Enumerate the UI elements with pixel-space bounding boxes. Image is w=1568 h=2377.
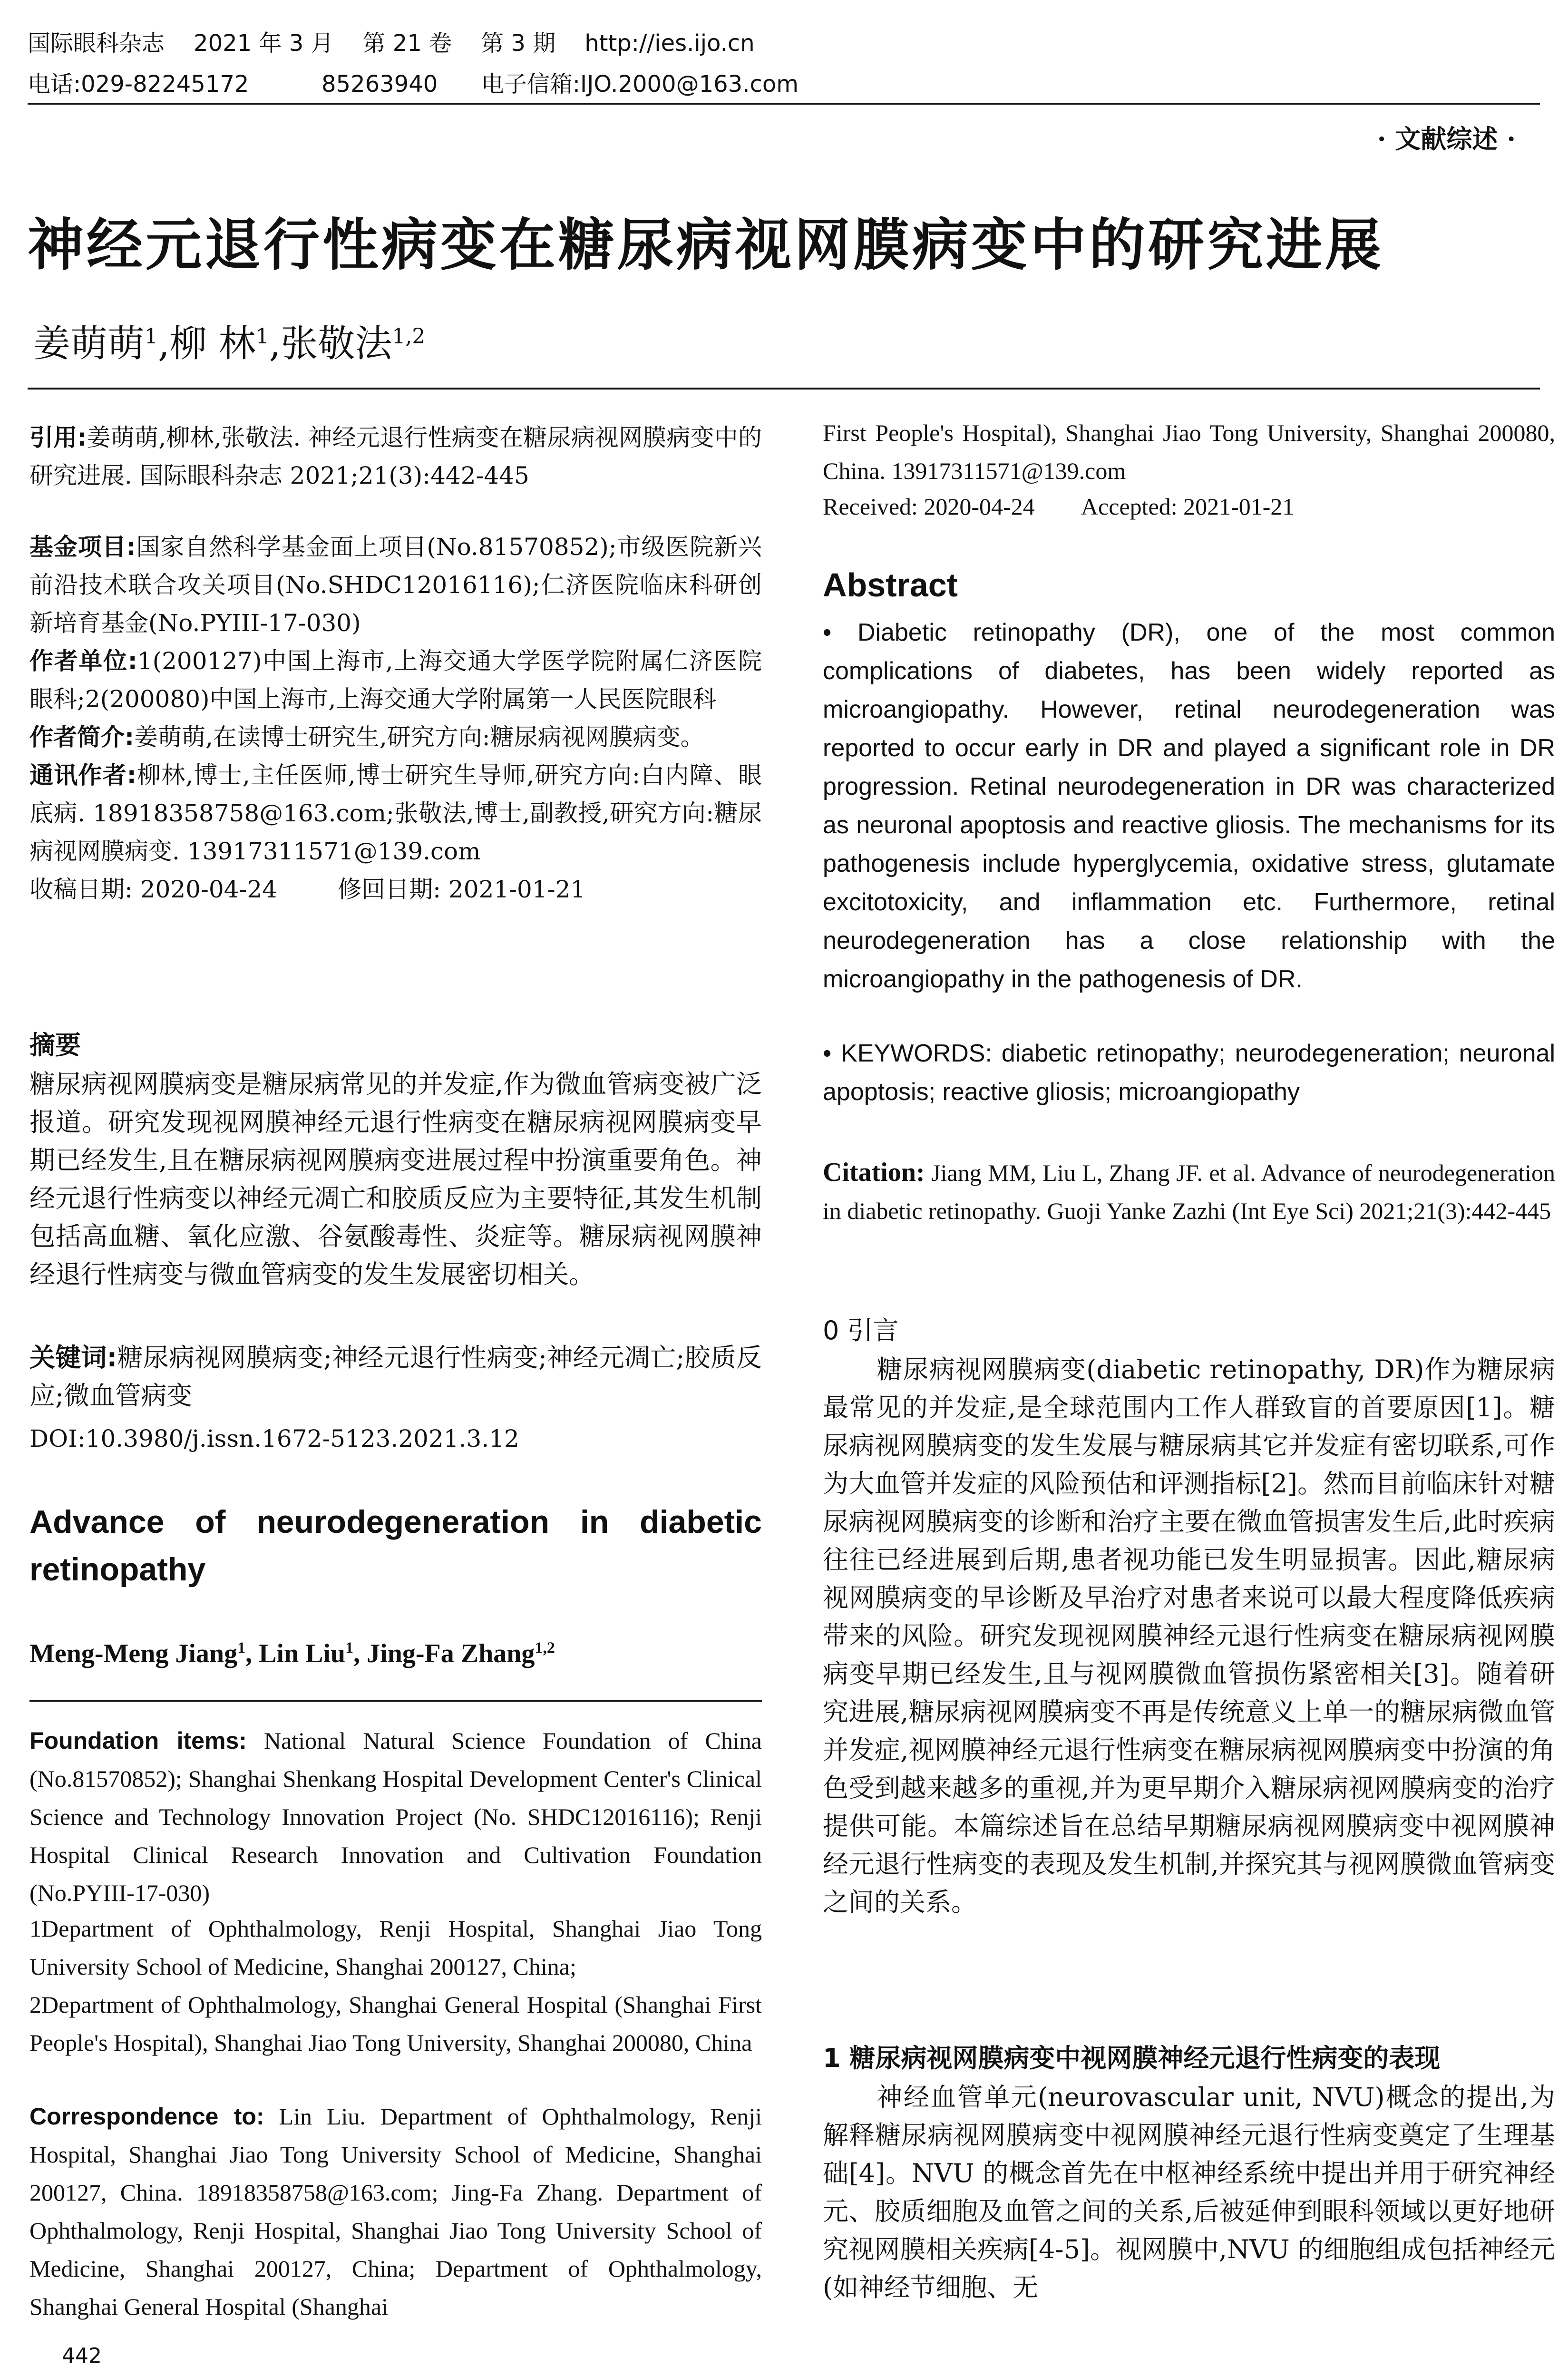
unit-entry bbox=[29, 642, 762, 718]
author-name: , Jing-Fa Zhang bbox=[353, 1639, 535, 1668]
corresponding-author-text: 柳林,博士,主任医师,博士研究生导师,研究方向:白内障、眼底病. 18918358758@163.com;张敬法,博士,副教授,研究方向:糖尿病视网膜病变. 13917311571@139.com bbox=[29, 761, 762, 865]
bio-entry bbox=[29, 718, 762, 756]
foundation-text: National Natural Science Foundation of China (No.81570852); Shanghai Shenkang Hospital Development Center's Clinical Science and Technology Innovation Project (No. SHDC12016116); Renji Hospital Clinical Research Innovation and Cultivation Foundation (No.PYIII-17-030) bbox=[29, 1727, 762, 1906]
citation-chinese bbox=[29, 419, 762, 495]
author-name: ,张敬法 bbox=[269, 322, 392, 365]
author-list bbox=[33, 314, 425, 367]
affiliation-1: 1Department of Ophthalmology, Renji Hospital, Shanghai Jiao Tong University School of Medicine, Shanghai 200127, China; bbox=[29, 1915, 762, 1980]
author-name: Meng-Meng Jiang bbox=[29, 1639, 238, 1668]
journal-header-line-1: 国际眼科杂志 2021 年 3 月 第 21 卷 第 3 期 http://ies.ijo.cn bbox=[28, 30, 755, 57]
funding-label: 基金项目: bbox=[29, 533, 136, 561]
author-name: , Lin Liu bbox=[245, 1639, 346, 1668]
unit-text: 1(200127)中国上海市,上海交通大学医学院附属仁济医院眼科;2(200080)中国上海市,上海交通大学附属第一人民医院眼科 bbox=[29, 647, 762, 713]
citation-english bbox=[823, 1153, 1555, 1230]
section-0-body: 糖尿病视网膜病变(diabetic retinopathy, DR)作为糖尿病最常见的并发症,是全球范围内工作人群致盲的首要原因[1]。糖尿病视网膜病变的发生发展与糖尿病其它并发症有密切联系,可作为大血管并发症的风险预估和评测指标[2]。然而目前临床针对糖尿病视网膜病变的诊断和治疗主要在微血管损害发生后,此时疾病往往已经进展到后期,患者视功能已发生明显损害。因此,糖尿病视网膜病变的早诊断及早治疗对患者来说可以最大程度降低疾病带来的风险。研究发现视网膜神经元退行性病变在糖尿病视网膜病变早期已经发生,且与视网膜微血管损伤紧密相关[3]。随着研究进展,糖尿病视网膜病变不再是传统意义上单一的糖尿病微血管并发症,视网膜神经元退行性病变在糖尿病视网膜病变中扮演的角色受到越来越多的重视,并为更早期介入糖尿病视网膜病变的治疗提供可能。本篇综述旨在总结早期糖尿病视网膜病变中视网膜神经元退行性病变的表现及发生机制,并探究其与视网膜微血管病变之间的关系。 bbox=[823, 1354, 1555, 1917]
correspondence-label: Correspondence to: bbox=[29, 2103, 264, 2130]
funding-text: 国家自然科学基金面上项目(No.81570852);市级医院新兴前沿技术联合攻关项目(No.SHDC12016116);仁济医院临床科研创新培育基金(No.PYIII-17-030) bbox=[29, 533, 762, 637]
section-tag: · 文献综述 · bbox=[1377, 124, 1516, 154]
keywords-text: 糖尿病视网膜病变;神经元退行性病变;神经元凋亡;胶质反应;微血管病变 bbox=[29, 1343, 762, 1411]
abstract-body-chinese: 糖尿病视网膜病变是糖尿病常见的并发症,作为微血管病变被广泛报道。研究发现视网膜神经元退行性病变在糖尿病视网膜病变早期已经发生,且在糖尿病视网膜病变进展过程中扮演重要角色。神经元退行性病变以神经元凋亡和胶质反应为主要特征,其发生机制包括高血糖、氧化应激、谷氨酸毒性、炎症等。糖尿病视网膜神经退行性病变与微血管病变的发生发展密切相关。 bbox=[29, 1069, 762, 1289]
author-affiliation-mark: 1 bbox=[345, 1639, 354, 1657]
author-affiliation-mark: 1 bbox=[255, 324, 269, 349]
citation-label: Citation: bbox=[823, 1158, 925, 1187]
received-dates: 收稿日期: 2020-04-24 修回日期: 2021-01-21 bbox=[29, 876, 586, 903]
correspondence bbox=[29, 2097, 762, 2326]
abstract-heading-english: Abstract bbox=[823, 566, 958, 604]
keywords-english: • KEYWORDS: diabetic retinopathy; neurodegeneration; neuronal apoptosis; reactive gliosis; microangiopathy bbox=[823, 1040, 1555, 1106]
journal-header-line-2: 电话:029-82245172 85263940 电子信箱:IJO.2000@163.com bbox=[28, 71, 799, 97]
author-name: ,柳 林 bbox=[158, 322, 256, 365]
author-name: 姜萌萌 bbox=[33, 322, 145, 365]
section-1-heading: 1 糖尿病视网膜病变中视网膜神经元退行性病变的表现 bbox=[823, 2043, 1441, 2073]
affiliation-continued: First People's Hospital), Shanghai Jiao Tong University, Shanghai 200080, China. 13917311571@139.com bbox=[823, 419, 1555, 484]
abstract-body-english: • Diabetic retinopathy (DR), one of the most common complications of diabetes, has been widely reported as microangiopathy. However, retinal neurodegeneration was reported to occur early in DR and played a significant role in DR progression. Retinal neurodegeneration in DR was characterized as neuronal apoptosis and reactive gliosis. The mechanisms for its pathogenesis include hyperglycemia, oxidative stress, glutamate excitotoxicity, and inflammation etc. Furthermore, retinal neurodegeneration has a close relationship with the microangiopathy in the pathogenesis of DR. bbox=[823, 619, 1555, 993]
corresponding-author-entry bbox=[29, 756, 762, 870]
section-1-body: 神经血管单元(neurovascular unit, NVU)概念的提出,为解释糖尿病视网膜病变中视网膜神经元退行性病变奠定了生理基础[4]。NVU 的概念首先在中枢神经系统中提出并用于研究神经元、胶质细胞及血管之间的关系,后被延伸到眼科领域以更好地研究视网膜相关疾病[4-5]。视网膜中,NVU 的细胞组成包括神经元(如神经节细胞、无 bbox=[823, 2082, 1555, 2302]
author-affiliation-mark: 1 bbox=[145, 324, 158, 349]
unit-label: 作者单位: bbox=[29, 647, 137, 675]
section-0-heading: 0 引言 bbox=[823, 1315, 899, 1345]
author-affiliation-mark: 1 bbox=[237, 1639, 246, 1657]
foundation-label: Foundation items: bbox=[29, 1727, 247, 1754]
title-divider bbox=[28, 388, 1540, 390]
keywords-chinese bbox=[29, 1339, 762, 1415]
english-title: Advance of neurodegeneration in diabetic retinopathy bbox=[29, 1504, 762, 1588]
foundation-items bbox=[29, 1722, 762, 1912]
affiliation-2: 2Department of Ophthalmology, Shanghai General Hospital (Shanghai First People's Hospital), Shanghai Jiao Tong University, Shanghai 200080, China bbox=[29, 1991, 762, 2056]
english-author-divider bbox=[29, 1700, 762, 1702]
page-number: 442 bbox=[62, 2344, 102, 2368]
header-divider bbox=[28, 103, 1540, 105]
funding-entry bbox=[29, 528, 762, 642]
doi-line: DOI:10.3980/j.issn.1672-5123.2021.3.12 bbox=[29, 1425, 519, 1452]
author-affiliation-mark: 1,2 bbox=[392, 324, 426, 349]
correspondence-text: Lin Liu. Department of Ophthalmology, Renji Hospital, Shanghai Jiao Tong University School of Medicine, Shanghai 200127, China. 18918358758@163.com; Jing-Fa Zhang. Department of Ophthalmology, Renji Hospital, Shanghai Jiao Tong University School of Medicine, Shanghai 200127, China; Department of Ophthalmology, Shanghai General Hospital (Shanghai bbox=[29, 2103, 762, 2320]
corresponding-author-label: 通讯作者: bbox=[29, 761, 136, 789]
abstract-heading-chinese: 摘要 bbox=[29, 1030, 81, 1060]
article-metadata-chinese bbox=[29, 528, 762, 908]
bio-text: 姜萌萌,在读博士研究生,研究方向:糖尿病视网膜病变。 bbox=[134, 723, 704, 751]
bio-label: 作者简介: bbox=[29, 723, 134, 751]
citation-label: 引用: bbox=[29, 424, 87, 451]
received-accepted-dates: Received: 2020-04-24 Accepted: 2021-01-21 bbox=[823, 493, 1295, 520]
article-title: 神经元退行性病变在糖尿病视网膜病变中的研究进展 bbox=[28, 212, 1384, 278]
author-affiliation-mark: 1,2 bbox=[535, 1639, 555, 1657]
citation-text: 姜萌萌,柳林,张敬法. 神经元退行性病变在糖尿病视网膜病变中的研究进展. 国际眼科杂志 2021;21(3):442-445 bbox=[29, 424, 762, 489]
keywords-label: 关键词: bbox=[29, 1343, 117, 1373]
english-author-list bbox=[29, 1638, 762, 1669]
citation-text: Jiang MM, Liu L, Zhang JF. et al. Advance of neurodegeneration in diabetic retinopathy. Guoji Yanke Zazhi (Int Eye Sci) 2021;21(3):442-445 bbox=[823, 1159, 1555, 1224]
